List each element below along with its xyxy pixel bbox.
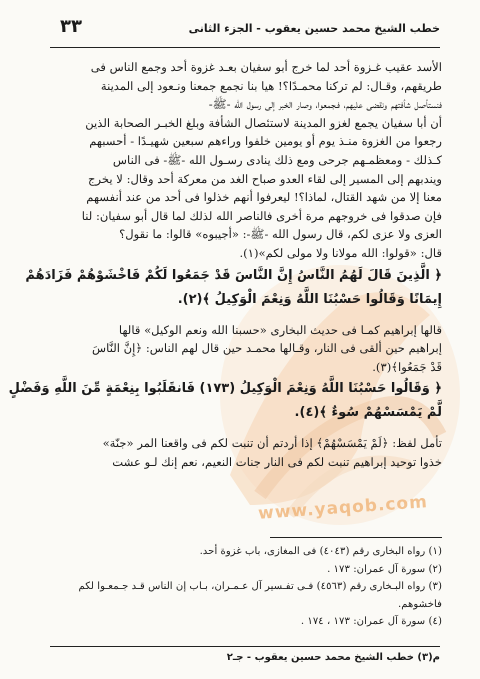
text-line: أن أبا سفيان يجمع لغزو المدينة لاستئصال الشأفة وبلغ الخبـر الصحابة الذين	[85, 115, 442, 130]
footer-divider	[50, 646, 440, 647]
text-line: الأسد عقيب غـزوة أحد لما خرج أبو سفيان بعـد غزوة أحد وجمع الناس فى	[90, 60, 442, 74]
text-line: تأمل لفظ: ﴿لَمْ يَمْسَسْهُمْ﴾ إذا أردتم أن تنبت لكم فى واقعنا المر «جنّة»	[102, 436, 442, 451]
text-line: قالها إبراهيم كمـا فى حديث البخارى «حسبنا الله ونعم الوكيل» قالها	[118, 322, 442, 337]
footnote: (١) رواه البخارى رقم (٤٠٤٣) فى المغازى، باب غزوة أحد.	[199, 546, 442, 557]
footnote-divider	[270, 537, 442, 538]
header-title: خطب الشيخ محمد حسين يعقوب - الجزء الثانى	[188, 22, 440, 35]
text-line: رجعوا من الغزوة منـذ يوم أو يومين خلفوا وراءهم سبعين شهيـدًا - أحسبهم	[89, 134, 442, 149]
text-line: كـذلك - ومعظمـهم جرحى ومع ذلك ينادى رسـول الله -ﷺ- فى الناس	[112, 152, 442, 167]
footnote: (٢) سورة آل عمران: ١٧٣ .	[327, 563, 442, 575]
text-line: العزى ولا عزى لكم، قال رسول الله -ﷺ-: «أجيبوه» قالوا: ما نقول؟	[119, 227, 442, 242]
text-line: فنستأصل شأفتهم ونقضى عليهم، فـجمعوا، وصار الخبر إلى رسول الله -ﷺ-	[208, 97, 442, 112]
footnote: فاخشوهم.	[397, 598, 442, 610]
quran-verse-line: ﴿ الَّذِينَ قَالَ لَهُمُ النَّاسُ إِنَّ النَّاسَ قَدْ جَمَعُوا لَكُمْ فَاخْشَوْهُمْ فَزَادَهُمْ	[25, 267, 442, 283]
text-line: إبراهيم حين ألقى فى النار، وقـالها محمـد حين قال لهم الناس: ﴿إِنَّ النَّاسَ	[92, 341, 442, 356]
text-line: قَدْ جَمَعُوا﴾(٣).	[372, 359, 442, 374]
page-header	[50, 16, 440, 46]
header-divider	[50, 47, 440, 48]
footnotes	[50, 543, 442, 631]
text-line: فإن صدقوا فى خروجهم مرة أخرى فالناصر الله لذلك لما قال أبو سفيان: لنا	[81, 208, 442, 223]
page-footer: م(٣) خطب الشيخ محمد حسين يعقوب - جـ٢	[226, 652, 440, 663]
main-text	[8, 58, 442, 472]
footnote: (٣) رواه البـخارى رقم (٤٥٦٣) فـى تفـسير آل عـمـران، بـاب إن الناس قـد جـمعـوا لكم	[78, 581, 442, 592]
watermark-url: www.yaqob.com	[257, 492, 429, 524]
text-line: قال: «قولوا: الله مولانا ولا مولى لكم»(١).	[239, 245, 442, 260]
text-line: ويندبهم إلى المسير إلى لقاء العدو صباح الغد من معركة أحد وقال: لا يخرج	[88, 171, 442, 186]
quran-verse-line: ﴿ وَقَالُوا حَسْبُنَا اللَّهُ وَنِعْمَ الْوَكِيلُ (١٧٣) فَانقَلَبُوا بِنِعْمَةٍ مِّنَ اللَّهِ وَفَضْلٍ	[8, 381, 442, 397]
text-line: طريقهم، وقـال: لم تركنا محمـدًا؟! هيا بنا نجمع جمعنا ونـعود إلى المدينة	[100, 78, 442, 93]
page-number: ٣٣	[60, 16, 82, 37]
footnote: (٤) سورة آل عمران: ١٧٣ ، ١٧٤ .	[300, 616, 442, 627]
text-line: خذوا توحيد إبراهيم تنبت لكم فى النار جنات النعيم، نعم إنك لـو عشت	[112, 454, 442, 469]
text-line: معنا إلا من شهد القتال، لماذا؟! ليعرفوا أنهم خذلوا فى أحد من عند أنفسهم	[86, 190, 442, 205]
quran-verse-line: إِيمَانًا وَقَالُوا حَسْبُنَا اللَّهُ وَنِعْمَ الْوَكِيلُ ﴾(٢).	[177, 291, 442, 307]
quran-verse-line: لَّمْ يَمْسَسْهُمْ سُوءٌ ﴾(٤).	[294, 405, 442, 421]
